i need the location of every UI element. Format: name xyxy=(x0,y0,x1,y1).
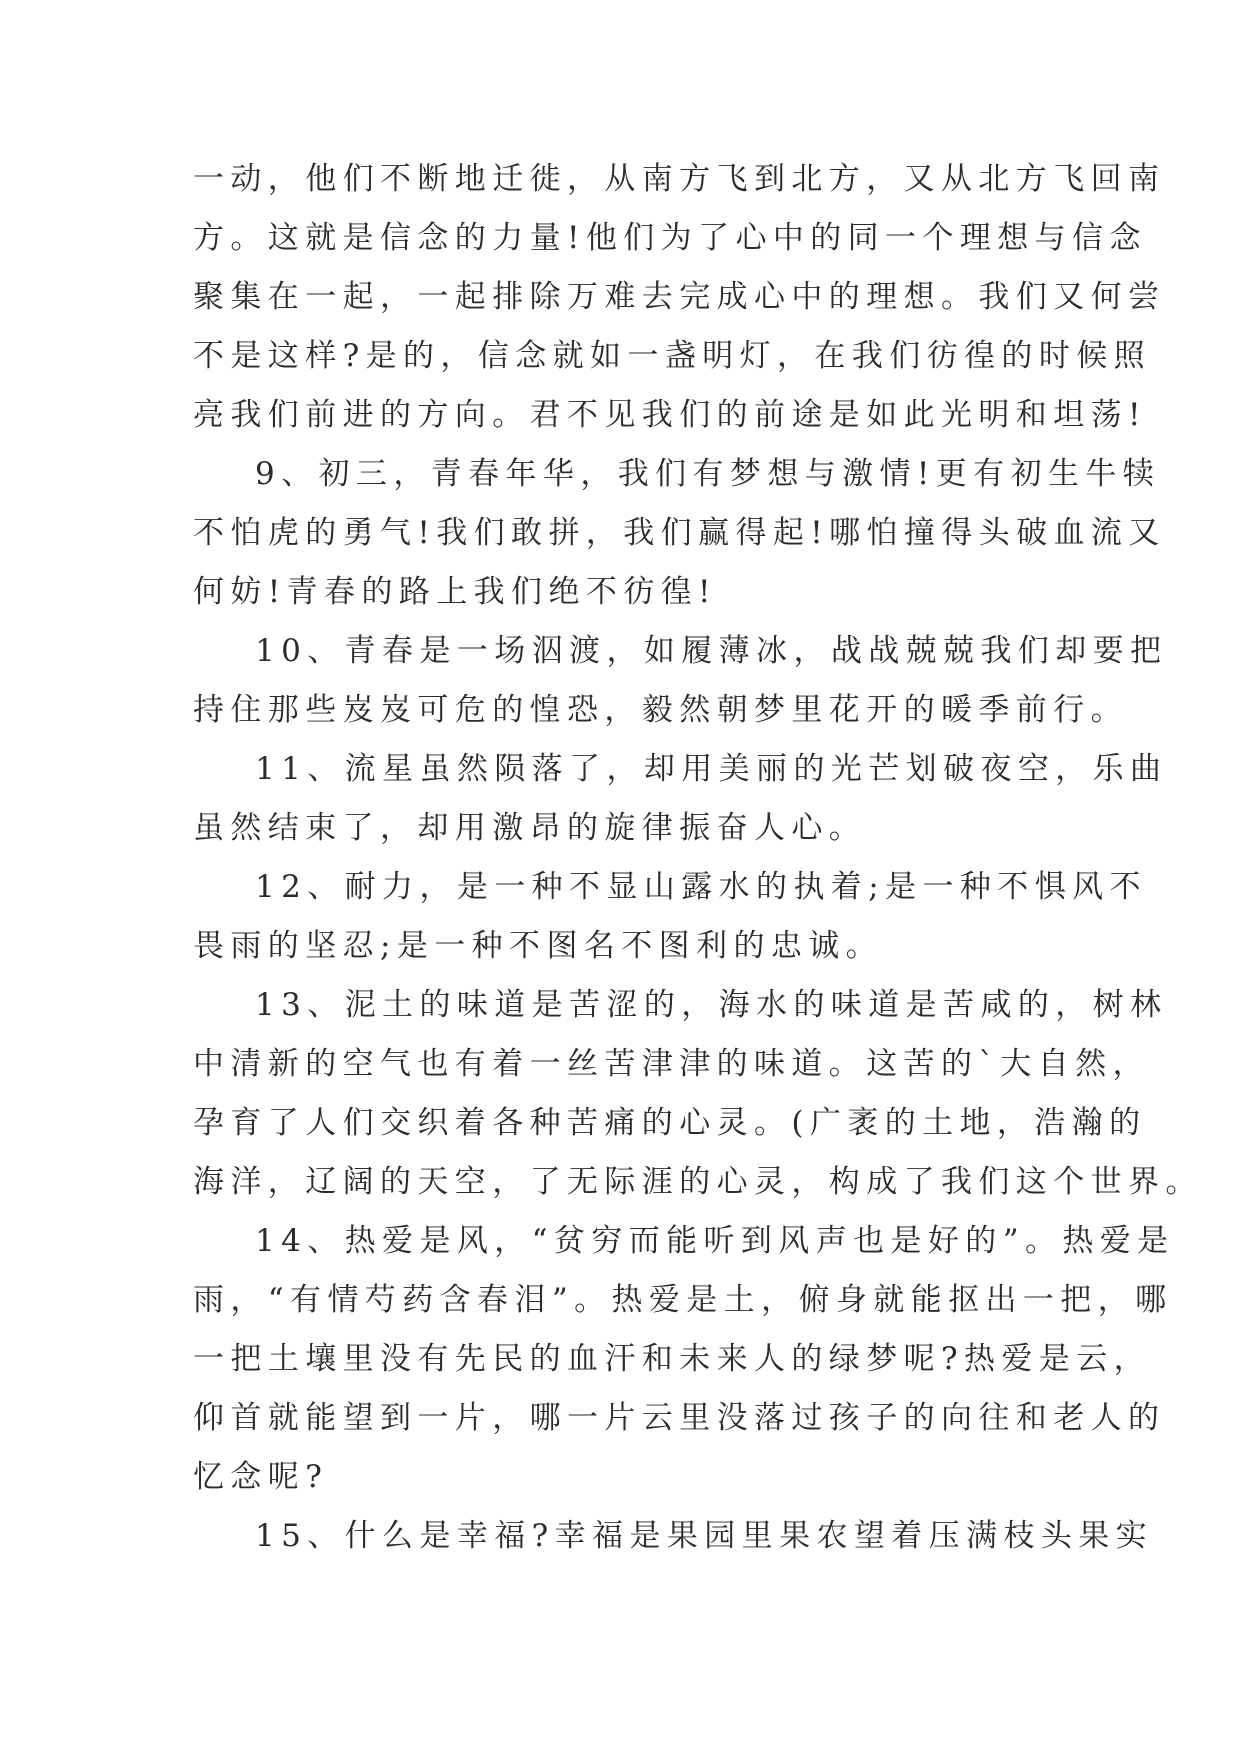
text-line: 雨，“有情芍药含春泪”。热爱是土，俯身就能抠出一把，哪 xyxy=(193,1282,1173,1318)
paragraph-9 xyxy=(193,445,1166,622)
text-line: 中清新的空气也有着一丝苦津津的味道。这苦的`大自然， xyxy=(193,1046,1150,1082)
text-line: 方。这就是信念的力量!他们为了心中的同一个理想与信念 xyxy=(193,220,1147,256)
paragraph-15 xyxy=(193,1507,1154,1566)
paragraph-8-continued xyxy=(193,150,1166,445)
text-line: 持住那些岌岌可危的惶恐，毅然朝梦里花开的暖季前行。 xyxy=(193,692,1128,728)
text-line: 不怕虎的勇气!我们敢拼，我们赢得起!哪怕撞得头破血流又 xyxy=(193,515,1166,551)
text-line: 聚集在一起，一起排除万难去完成心中的理想。我们又何尝 xyxy=(193,279,1166,315)
paragraph-11 xyxy=(193,740,1168,858)
text-line: 虽然结束了，却用激昂的旋律振奋人心。 xyxy=(193,810,867,846)
text-line: 不是这样?是的，信念就如一盏明灯，在我们彷徨的时候照 xyxy=(193,338,1152,374)
paragraph-10 xyxy=(193,622,1168,740)
paragraph-12 xyxy=(193,858,1147,976)
text-line: 一动，他们不断地迁徙，从南方飞到北方，又从北方飞回南 xyxy=(193,161,1166,197)
text-line: 亮我们前进的方向。君不见我们的前途是如此光明和坦荡! xyxy=(193,397,1147,433)
text-line: 9、初三，青春年华，我们有梦想与激情!更有初生牛犊 xyxy=(255,456,1161,492)
text-line: 孕育了人们交织着各种苦痛的心灵。(广袤的土地，浩瀚的 xyxy=(193,1105,1147,1141)
text-line: 忆念呢? xyxy=(193,1459,329,1495)
text-line: 仰首就能望到一片，哪一片云里没落过孩子的向往和老人的 xyxy=(193,1400,1166,1436)
text-line: 14、热爱是风，“贫穷而能听到风声也是好的”。热爱是 xyxy=(255,1223,1175,1259)
paragraph-14 xyxy=(193,1212,1175,1507)
body-text xyxy=(193,150,1203,1566)
text-line: 何妨!青春的路上我们绝不彷徨! xyxy=(193,574,717,610)
paragraph-13 xyxy=(193,976,1203,1212)
text-line: 海洋，辽阔的天空，了无际涯的心灵，构成了我们这个世界。 xyxy=(193,1164,1203,1200)
text-line: 10、青春是一场泅渡，如履薄冰，战战兢兢我们却要把 xyxy=(255,633,1168,669)
text-line: 13、泥土的味道是苦涩的，海水的味道是苦咸的，树林 xyxy=(255,987,1168,1023)
text-line: 畏雨的坚忍;是一种不图名不图利的忠诚。 xyxy=(193,928,884,964)
text-line: 一把土壤里没有先民的血汗和未来人的绿梦呢?热爱是云， xyxy=(193,1341,1152,1377)
text-line: 11、流星虽然陨落了，却用美丽的光芒划破夜空，乐曲 xyxy=(255,751,1168,787)
text-line: 12、耐力，是一种不显山露水的执着;是一种不惧风不 xyxy=(255,869,1147,905)
text-line: 15、什么是幸福?幸福是果园里果农望着压满枝头果实 xyxy=(255,1518,1154,1554)
